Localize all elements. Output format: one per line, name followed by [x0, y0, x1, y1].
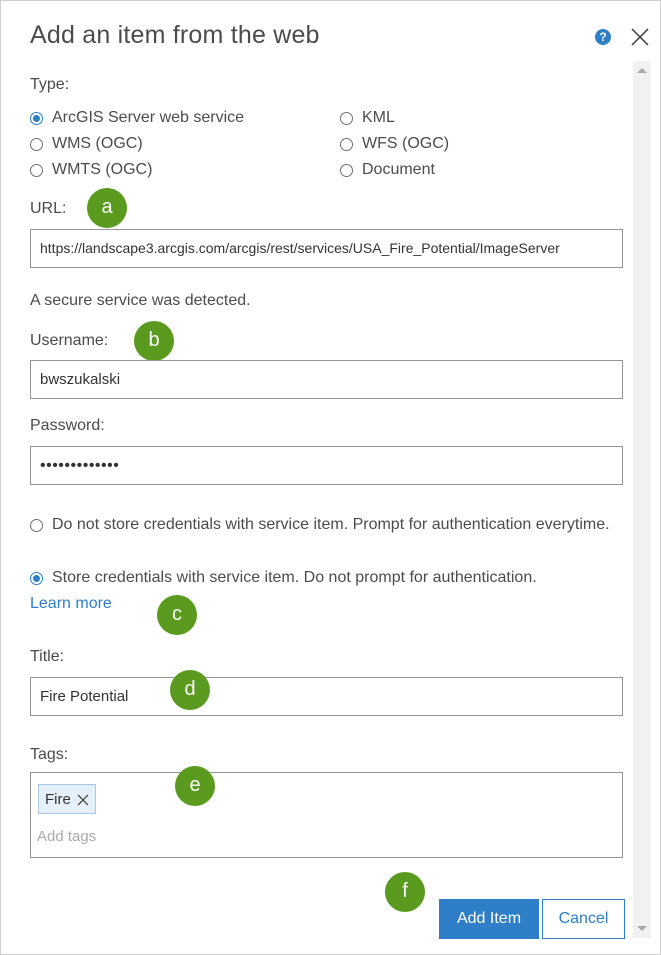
cancel-button[interactable]: Cancel: [542, 899, 625, 939]
radio-unselected-icon: [30, 519, 43, 532]
dialog-title: Add an item from the web: [30, 21, 320, 49]
radio-label: WFS (OGC): [362, 135, 450, 152]
scroll-down-arrow-icon[interactable]: [637, 926, 647, 931]
help-icon[interactable]: ?: [595, 29, 611, 45]
radio-document[interactable]: [340, 161, 435, 179]
radio-label: Store credentials with service item. Do not prompt for authentication.: [52, 569, 537, 586]
radio-label: KML: [362, 109, 395, 126]
callout-badge-b: b: [134, 321, 174, 361]
radio-unselected-icon: [30, 164, 43, 177]
type-label: Type:: [30, 76, 70, 93]
tag-chip: [38, 784, 96, 814]
tags-placeholder[interactable]: Add tags: [37, 828, 97, 845]
radio-wmts[interactable]: [30, 161, 152, 179]
radio-unselected-icon: [30, 138, 43, 151]
radio-selected-icon: [30, 112, 43, 125]
radio-kml[interactable]: [340, 109, 395, 127]
radio-wfs[interactable]: [340, 135, 449, 153]
title-input[interactable]: Fire Potential: [30, 677, 623, 716]
callout-badge-e: e: [175, 766, 215, 806]
radio-unselected-icon: [340, 138, 353, 151]
tags-input[interactable]: [30, 772, 623, 858]
radio-selected-icon: [30, 572, 43, 585]
username-input[interactable]: bwszukalski: [30, 360, 623, 399]
remove-tag-icon[interactable]: [77, 793, 89, 805]
tag-label: Fire: [45, 790, 71, 808]
radio-label: WMS (OGC): [52, 135, 143, 152]
learn-more-link[interactable]: Learn more: [30, 595, 112, 612]
title-label: Title:: [30, 648, 65, 665]
scroll-up-arrow-icon[interactable]: [637, 68, 647, 73]
tags-label: Tags:: [30, 746, 69, 763]
add-item-button[interactable]: Add Item: [439, 899, 539, 939]
secure-service-notice: A secure service was detected.: [30, 292, 251, 309]
close-icon[interactable]: [630, 27, 650, 47]
radio-store-credentials[interactable]: [30, 569, 537, 587]
password-input[interactable]: •••••••••••••: [30, 446, 623, 485]
radio-label: ArcGIS Server web service: [52, 109, 245, 126]
callout-badge-c: c: [157, 595, 197, 635]
callout-badge-f: f: [385, 872, 425, 912]
radio-arcgis-server[interactable]: [30, 109, 244, 127]
radio-unselected-icon: [340, 164, 353, 177]
callout-badge-d: d: [170, 670, 210, 710]
radio-unselected-icon: [340, 112, 353, 125]
radio-do-not-store-credentials[interactable]: [30, 512, 610, 538]
scrollbar[interactable]: [633, 61, 651, 938]
radio-label: WMTS (OGC): [52, 161, 153, 178]
callout-badge-a: a: [87, 188, 127, 228]
url-input[interactable]: https://landscape3.arcgis.com/arcgis/rest/services/USA_Fire_Potential/ImageServer: [30, 229, 623, 268]
radio-wms[interactable]: [30, 135, 143, 153]
radio-label: Document: [362, 161, 435, 178]
password-label: Password:: [30, 417, 105, 434]
radio-label: Do not store credentials with service item. Prompt for authentication everytime.: [52, 516, 610, 533]
url-label: URL:: [30, 200, 67, 217]
username-label: Username:: [30, 332, 109, 349]
